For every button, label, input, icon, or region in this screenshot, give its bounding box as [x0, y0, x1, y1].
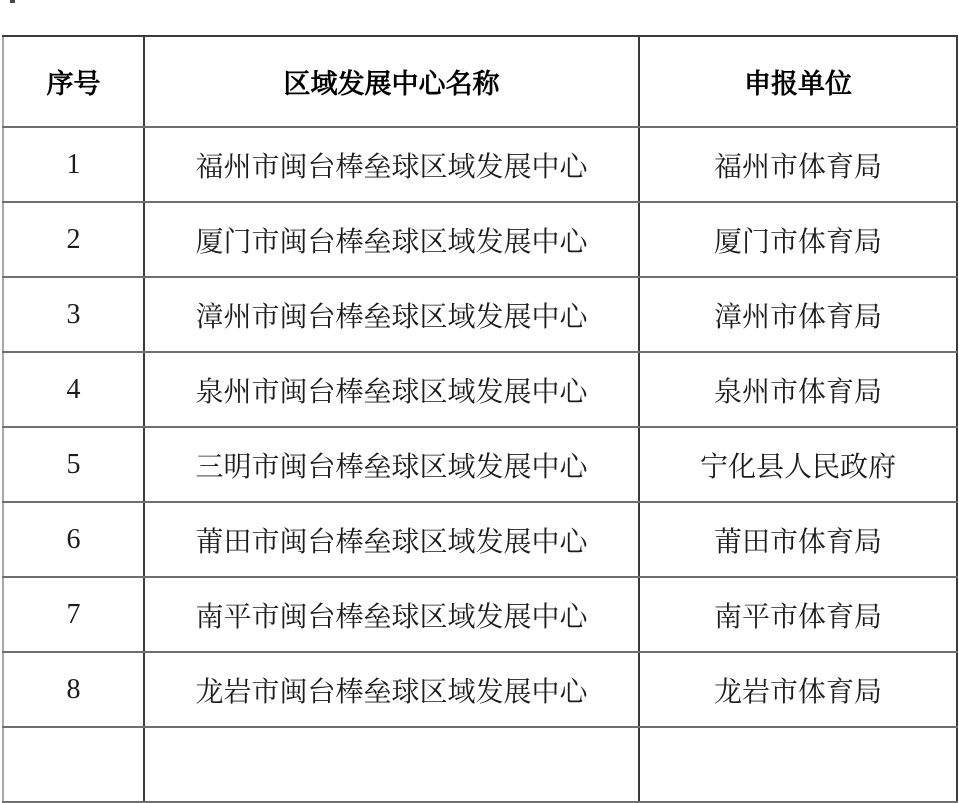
- cell-center-name: 南平市闽台棒垒球区域发展中心: [144, 577, 639, 652]
- table-row: [3, 577, 957, 652]
- cell-center-name: 福州市闽台棒垒球区域发展中心: [144, 127, 639, 202]
- cell-applicant-unit: 泉州市体育局: [639, 352, 957, 427]
- table-row: [3, 277, 957, 352]
- cell-center-name: [144, 727, 639, 802]
- regional-centers-table: [2, 35, 958, 803]
- table-row: [3, 502, 957, 577]
- cell-center-name: 厦门市闽台棒垒球区域发展中心: [144, 202, 639, 277]
- cell-applicant-unit: 福州市体育局: [639, 127, 957, 202]
- cell-index: 1: [3, 127, 144, 202]
- table-row: [3, 652, 957, 727]
- cell-applicant-unit: 南平市体育局: [639, 577, 957, 652]
- document-table-container: [2, 35, 956, 803]
- column-header-index: 序号: [3, 36, 144, 127]
- cell-applicant-unit: [639, 727, 957, 802]
- cell-index: 2: [3, 202, 144, 277]
- cell-center-name: 泉州市闽台棒垒球区域发展中心: [144, 352, 639, 427]
- cell-center-name: 漳州市闽台棒垒球区域发展中心: [144, 277, 639, 352]
- cell-applicant-unit: 漳州市体育局: [639, 277, 957, 352]
- cell-applicant-unit: 龙岩市体育局: [639, 652, 957, 727]
- cell-index: 4: [3, 352, 144, 427]
- cell-center-name: 龙岩市闽台棒垒球区域发展中心: [144, 652, 639, 727]
- column-header-center-name: 区域发展中心名称: [144, 36, 639, 127]
- table-row-partial-clipped: [3, 727, 957, 802]
- cell-applicant-unit: 宁化县人民政府: [639, 427, 957, 502]
- cell-applicant-unit: 厦门市体育局: [639, 202, 957, 277]
- table-row: [3, 127, 957, 202]
- cell-index: 7: [3, 577, 144, 652]
- cell-index: 8: [3, 652, 144, 727]
- table-header-row: [3, 36, 957, 127]
- cell-index: 6: [3, 502, 144, 577]
- cell-index: [3, 727, 144, 802]
- column-header-applicant-unit: 申报单位: [639, 36, 957, 127]
- cell-index: 5: [3, 427, 144, 502]
- cell-center-name: 莆田市闽台棒垒球区域发展中心: [144, 502, 639, 577]
- cell-center-name: 三明市闽台棒垒球区域发展中心: [144, 427, 639, 502]
- table-row: [3, 202, 957, 277]
- table-row: [3, 352, 957, 427]
- cell-index: 3: [3, 277, 144, 352]
- table-row: [3, 427, 957, 502]
- cell-applicant-unit: 莆田市体育局: [639, 502, 957, 577]
- cropped-text-artifact: [10, 0, 15, 3]
